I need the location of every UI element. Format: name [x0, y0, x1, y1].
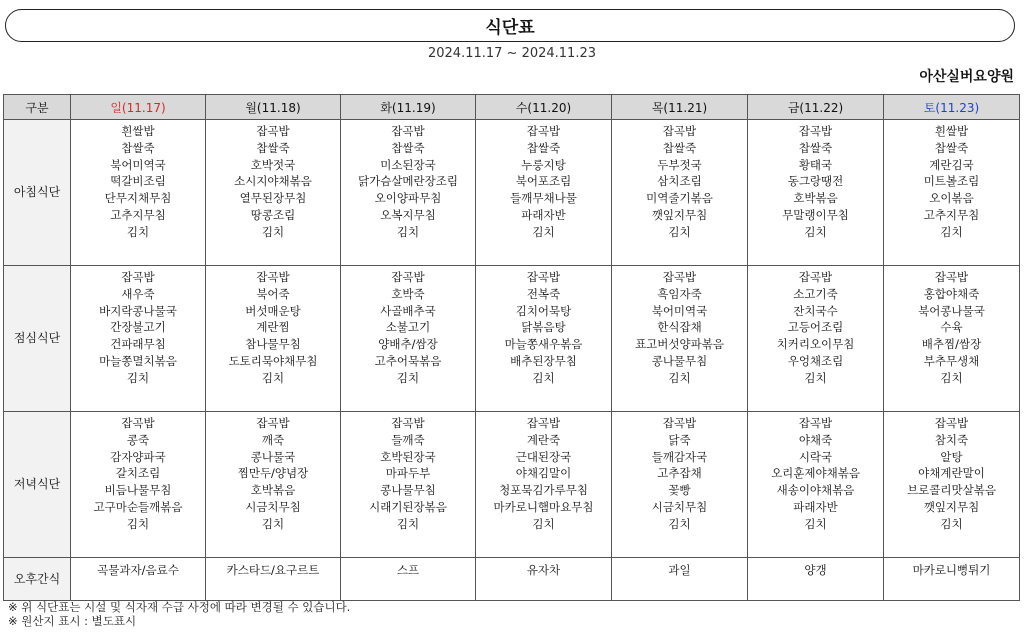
menu-cell: [612, 120, 748, 266]
menu-cell: [748, 266, 884, 412]
menu-item: 들깨죽: [391, 432, 425, 447]
menu-item: 고구마순들깨볶음: [93, 499, 183, 514]
menu-item: 잡곡밥: [391, 270, 425, 284]
menu-item: 닭가슴살메란장조림: [358, 174, 458, 189]
menu-item: 잡곡밥: [798, 270, 833, 284]
menu-item: 고추지무침: [923, 207, 980, 222]
menu-cell: [341, 412, 476, 558]
snack-cell: 카스타드/요구르트: [206, 558, 341, 601]
menu-item: 미역줄기볶음: [646, 191, 713, 206]
menu-item: 시락국: [798, 449, 833, 464]
menu-item: 닭죽: [668, 432, 691, 447]
day-header: 화(11.19): [341, 95, 476, 120]
menu-item: 양배추/쌈장: [378, 337, 438, 352]
note-line: ※ 위 식단표는 시설 및 식자재 수급 사정에 따라 변경될 수 있습니다.: [8, 600, 351, 614]
menu-item: 찹쌀죽: [934, 140, 969, 155]
facility-name: 아산실버요양원: [919, 69, 1014, 85]
menu-item: 사골배추국: [380, 303, 436, 318]
menu-item: 동그랑땡전: [787, 174, 844, 189]
menu-item: 호박볶음: [250, 483, 296, 498]
menu-item: 소고기죽: [793, 286, 838, 301]
menu-cell: [71, 120, 206, 266]
menu-item: 우엉채조림: [787, 353, 844, 368]
menu-cell: [748, 120, 884, 266]
menu-cell: [206, 120, 341, 266]
menu-item: 마카로니햄마요무침: [493, 499, 594, 514]
menu-item: 김치: [126, 370, 150, 385]
menu-item: 야채계란말이: [918, 466, 985, 481]
snack-cell: 스프: [341, 558, 476, 601]
menu-item: 열무된장무침: [239, 191, 307, 206]
menu-item: 배추된장무침: [510, 353, 577, 368]
menu-item: 깻잎지무침: [651, 207, 708, 222]
day-header: 금(11.22): [748, 95, 884, 120]
menu-item: 잡곡밥: [391, 416, 425, 430]
snack-cell: 과일: [612, 558, 748, 601]
menu-item: 김치: [396, 516, 420, 531]
menu-item: 근대된장국: [515, 449, 572, 464]
menu-item: 찜만두/양념장: [237, 466, 309, 481]
menu-item: 소시지야채볶음: [234, 174, 312, 189]
menu-item: 잡곡밥: [662, 416, 697, 430]
meal-label: 점심식단: [4, 266, 71, 412]
menu-item: 김치: [668, 370, 691, 385]
snack-row: [4, 558, 1020, 601]
menu-item: 마파두부: [385, 466, 431, 481]
menu-item: 브로콜리맛살볶음: [907, 483, 996, 498]
menu-item: 두부젓국: [657, 157, 702, 172]
menu-item: 무말랭이무침: [782, 207, 849, 222]
menu-item: 찹쌀죽: [121, 140, 155, 155]
day-header: 목(11.21): [612, 95, 748, 120]
menu-cell: [748, 412, 884, 558]
menu-item: 북어포조림: [515, 174, 572, 189]
menu-item: 고추지무침: [110, 207, 166, 222]
menu-item: 수육: [940, 320, 963, 335]
menu-item: 미소된장국: [380, 157, 436, 172]
menu-item: 김치어묵탕: [515, 303, 572, 318]
menu-item: 참치죽: [934, 432, 969, 447]
menu-cell: [71, 266, 206, 412]
meal-row: [4, 120, 1020, 266]
menu-item: 땅콩조림: [250, 207, 296, 222]
menu-item: 새우죽: [121, 286, 155, 301]
menu-item: 잡곡밥: [121, 270, 155, 284]
menu-item: 시금치무침: [245, 499, 301, 514]
menu-item: 북어미역국: [651, 303, 708, 318]
menu-item: 치커리오이무침: [776, 337, 855, 352]
menu-item: 고추잡채: [657, 466, 702, 481]
menu-cell: [884, 120, 1020, 266]
menu-item: 흰쌀밥: [121, 124, 155, 138]
menu-item: 도토리묵야채무침: [228, 353, 318, 368]
menu-item: 시래기된장볶음: [369, 499, 447, 514]
menu-item: 호박죽: [391, 286, 425, 301]
date-range: 2024.11.17 ~ 2024.11.23: [427, 46, 597, 61]
day-header: 수(11.20): [476, 95, 612, 120]
menu-item: 김치: [804, 516, 827, 531]
menu-cell: [341, 120, 476, 266]
menu-item: 호박된장국: [380, 449, 436, 464]
menu-item: 잡곡밥: [526, 270, 561, 284]
meal-label: 저녁식단: [4, 412, 71, 558]
menu-item: 건파래무침: [110, 337, 166, 352]
menu-item: 배추찜/쌈장: [921, 337, 982, 352]
menu-item: 김치: [940, 516, 963, 531]
table-body: [4, 120, 1020, 601]
menu-item: 소불고기: [385, 320, 431, 335]
menu-item: 고추어묵볶음: [374, 353, 442, 368]
snack-cell: 마카로니뻥튀기: [884, 558, 1020, 601]
menu-item: 들깨무채나물: [510, 191, 577, 206]
menu-item: 김치: [940, 224, 963, 239]
menu-item: 잔치국수: [793, 303, 838, 318]
menu-item: 김치: [804, 224, 827, 239]
menu-item: 들깨감자국: [651, 449, 708, 464]
menu-item: 김치: [532, 224, 555, 239]
menu-item: 김치: [532, 370, 555, 385]
menu-item: 찹쌀죽: [256, 140, 290, 155]
menu-item: 김치: [668, 516, 691, 531]
menu-item: 계란김국: [929, 157, 974, 172]
menu-item: 참나물무침: [245, 337, 301, 352]
menu-item: 깨죽: [261, 432, 285, 447]
menu-item: 알탕: [940, 449, 963, 464]
menu-cell: [206, 412, 341, 558]
menu-item: 전복죽: [526, 286, 561, 301]
menu-item: 삼치조림: [657, 174, 702, 189]
menu-item: 잡곡밥: [526, 124, 561, 138]
menu-item: 콩나물무침: [651, 353, 708, 368]
menu-item: 김치: [668, 224, 691, 239]
menu-item: 잡곡밥: [934, 416, 969, 430]
menu-item: 버섯매운탕: [245, 303, 301, 318]
menu-item: 찹쌀죽: [798, 140, 833, 155]
meal-label: 아침식단: [4, 120, 71, 266]
menu-cell: [884, 412, 1020, 558]
menu-item: 깻잎지무침: [923, 499, 980, 514]
menu-item: 흰쌀밥: [934, 124, 969, 138]
menu-item: 콩나물무침: [380, 483, 436, 498]
menu-item: 파래자반: [793, 499, 838, 514]
menu-item: 북어미역국: [110, 157, 166, 172]
menu-item: 김치: [396, 224, 420, 239]
menu-item: 김치: [804, 370, 827, 385]
menu-cell: [71, 412, 206, 558]
menu-item: 흑임자죽: [657, 286, 702, 301]
menu-item: 콩죽: [126, 432, 150, 447]
menu-item: 바지락콩나물국: [99, 303, 177, 318]
menu-item: 야채죽: [798, 432, 833, 447]
menu-item: 시금치무침: [651, 499, 708, 514]
menu-item: 찹쌀죽: [662, 140, 697, 155]
corner-label: 구분: [4, 95, 71, 120]
snack-cell: 곡물과자/음료수: [71, 558, 206, 601]
menu-item: 단무지채무침: [104, 191, 172, 206]
menu-cell: [884, 266, 1020, 412]
menu-item: 계란죽: [526, 432, 561, 447]
menu-item: 김치: [126, 224, 150, 239]
menu-item: 김치: [126, 516, 150, 531]
menu-item: 한식잡채: [657, 320, 702, 335]
menu-item: 호박볶음: [793, 191, 838, 206]
menu-item: 콩나물국: [250, 449, 296, 464]
menu-item: 북어콩나물국: [918, 303, 985, 318]
menu-item: 황태국: [798, 157, 833, 172]
snack-cell: 양갱: [748, 558, 884, 601]
menu-item: 오복지무침: [380, 207, 436, 222]
day-header: 월(11.18): [206, 95, 341, 120]
meal-row: [4, 266, 1020, 412]
menu-item: 잡곡밥: [798, 124, 833, 138]
menu-item: 표고버섯양파볶음: [635, 337, 724, 352]
menu-item: 간장불고기: [110, 320, 166, 335]
menu-item: 김치: [261, 516, 285, 531]
menu-item: 야채김말이: [515, 466, 572, 481]
menu-item: 청포묵김가루무침: [499, 483, 588, 498]
menu-item: 마늘쫑새우볶음: [504, 337, 583, 352]
menu-cell: [476, 266, 612, 412]
snack-cell: 유자차: [476, 558, 612, 601]
menu-item: 잡곡밥: [798, 416, 833, 430]
menu-item: 김치: [532, 516, 555, 531]
menu-cell: [476, 412, 612, 558]
day-header: 일(11.17): [71, 95, 206, 120]
day-header: 토(11.23): [884, 95, 1020, 120]
menu-cell: [476, 120, 612, 266]
menu-item: 계란찜: [256, 320, 290, 335]
meal-row: [4, 412, 1020, 558]
menu-item: 북어죽: [256, 286, 290, 301]
menu-cell: [341, 266, 476, 412]
menu-item: 누룽지탕: [521, 157, 566, 172]
menu-item: 마늘쫑멸치볶음: [99, 353, 177, 368]
menu-item: 새송이야채볶음: [776, 483, 855, 498]
menu-item: 잡곡밥: [662, 124, 697, 138]
menu-item: 파래자반: [521, 207, 566, 222]
menu-item: 감자양파국: [110, 449, 166, 464]
menu-item: 잡곡밥: [662, 270, 697, 284]
menu-item: 오리훈제야채볶음: [771, 466, 860, 481]
meal-plan-table: [3, 94, 1020, 601]
menu-item: 갈치조림: [115, 466, 161, 481]
menu-item: 잡곡밥: [256, 416, 290, 430]
menu-cell: [206, 266, 341, 412]
menu-item: 닭볶음탕: [521, 320, 566, 335]
menu-item: 미트볼조림: [923, 174, 980, 189]
menu-cell: [612, 412, 748, 558]
menu-item: 김치: [396, 370, 420, 385]
snack-label: 오후간식: [4, 558, 71, 601]
menu-item: 고등어조림: [787, 320, 844, 335]
menu-item: 김치: [261, 370, 285, 385]
menu-title-box: [5, 9, 1015, 42]
note-line: ※ 원산지 표시 : 별도표시: [8, 614, 137, 628]
page-title: 식단표: [485, 18, 535, 38]
menu-item: 찹쌀죽: [526, 140, 561, 155]
menu-item: 호박젓국: [250, 157, 296, 172]
menu-item: 김치: [940, 370, 963, 385]
menu-item: 비듬나물무침: [104, 483, 172, 498]
menu-item: 잡곡밥: [121, 416, 155, 430]
menu-item: 꽃빵: [668, 483, 691, 498]
menu-item: 부추무생채: [923, 353, 980, 368]
menu-item: 홍합야채죽: [923, 286, 980, 301]
menu-item: 김치: [261, 224, 285, 239]
menu-item: 잡곡밥: [256, 124, 290, 138]
table-header-row: [4, 95, 1020, 120]
menu-item: 잡곡밥: [934, 270, 969, 284]
menu-item: 오이양파무침: [374, 191, 442, 206]
menu-item: 떡갈비조림: [110, 174, 166, 189]
menu-item: 잡곡밥: [256, 270, 290, 284]
menu-cell: [612, 266, 748, 412]
notes: [8, 600, 350, 628]
menu-item: 오이볶음: [929, 191, 974, 206]
menu-item: 잡곡밥: [526, 416, 561, 430]
menu-item: 잡곡밥: [391, 124, 425, 138]
menu-item: 찹쌀죽: [391, 140, 425, 155]
